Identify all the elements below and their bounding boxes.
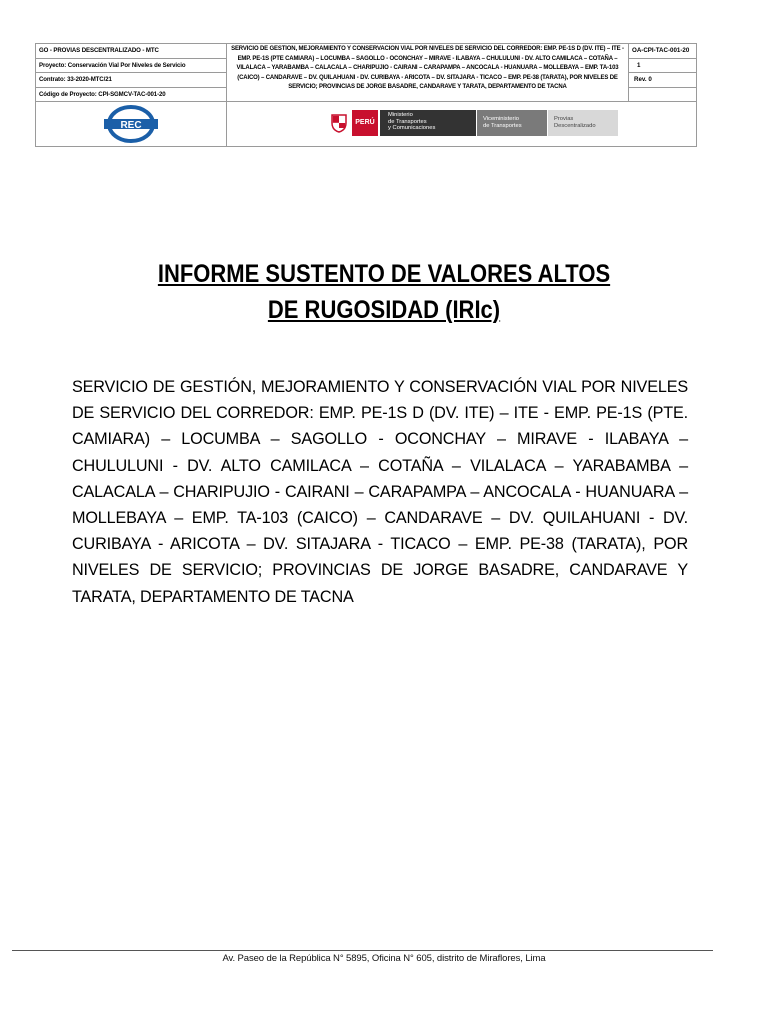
rec-logo-text: REC <box>120 120 142 131</box>
ministerio-label: Ministerio de Transportes y Comunicaciones <box>380 110 476 136</box>
footer-divider <box>12 950 713 951</box>
header-entity: GO - PROVIAS DESCENTRALIZADO - MTC <box>36 44 226 59</box>
header-project-code: Código de Proyecto: CPI-SGMCV-TAC-001-20 <box>39 90 166 98</box>
peru-label: PERÚ <box>352 110 378 136</box>
header-page-number: 1 <box>629 59 696 74</box>
mtc-logo-strip <box>329 110 619 136</box>
report-title-line-2: DE RUGOSIDAD (IRIc) <box>267 296 501 324</box>
header-empty-cell <box>629 88 696 103</box>
header-mtc-cell <box>227 102 696 146</box>
header-project-info <box>36 44 227 102</box>
header-service-description: SERVICIO DE GESTION, MEJORAMIENTO Y CONSERVACION VIAL POR NIVELES DE SERVICIO DEL CORREDOR: EMP. PE-1S D (DV. ITE) – ITE - EMP. PE-1S (PTE CAMIARA) – LOCUMBA – SAGOLLO - OCONCHAY – MIRAVE - ILABAYA – CHULULUNI - DV. ALTO CAMILACA – COTAÑA – VILALACA – YARABAMBA – CALACALA – CHARIPUJIO - CAIRANI – CARAPAMPA – ANCOCALA - HUANUARA – MOLLEBAYA – EMP. TA-103 (CAICO) – CANDARAVE – DV. QUILAHUANI - DV. CURIBAYA - ARICOTA – DV. SITAJARA - TICACO – EMP. PE-38 (TARATA), POR NIVELES DE SERVICIO; PROVINCIAS DE JORGE BASADRE, CANDARAVE Y TARATA, DEPARTAMENTO DE TACNA <box>227 44 629 102</box>
viceministerio-label: Viceministerio de Transportes <box>477 110 547 136</box>
report-title <box>46 256 722 328</box>
provias-label: Provias Descentralizado <box>548 110 618 136</box>
report-title-line-1: INFORME SUSTENTO DE VALORES ALTOS <box>157 260 611 288</box>
header-contract: Contrato: 33-2020-MTC/21 <box>36 73 226 88</box>
peru-shield-icon <box>329 113 349 133</box>
document-header-table <box>35 43 697 147</box>
header-document-code: OA-CPI-TAC-001-20 <box>629 44 696 59</box>
header-revision: Rev. 0 <box>629 73 696 88</box>
rec-logo-icon <box>102 105 160 143</box>
header-logo-cell <box>36 102 227 146</box>
header-project: Proyecto: Conservación Vial Por Niveles de Servicio <box>36 59 226 74</box>
service-description-paragraph: SERVICIO DE GESTIÓN, MEJORAMIENTO Y CONSERVACIÓN VIAL POR NIVELES DE SERVICIO DEL CORREDOR: EMP. PE-1S D (DV. ITE) – ITE - EMP. PE-1S (PTE. CAMIARA) – LOCUMBA – SAGOLLO - OCONCHAY – MIRAVE - ILABAYA – CHULULUNI - DV. ALTO CAMILACA – COTAÑA – VILALACA – YARABAMBA – CALACALA – CHARIPUJIO - CAIRANI – CARAPAMPA – ANCOCALA - HUANUARA – MOLLEBAYA – EMP. TA-103 (CAICO) – CANDARAVE – DV. QUILAHUANI - DV. CURIBAYA - ARICOTA – DV. SITAJARA - TICACO – EMP. PE-38 (TARATA), POR NIVELES DE SERVICIO; PROVINCIAS DE JORGE BASADRE, CANDARAVE Y TARATA, DEPARTAMENTO DE TACNA <box>72 378 688 606</box>
footer-address: Av. Paseo de la República N° 5895, Oficina N° 605, distrito de Miraflores, Lima <box>222 953 546 964</box>
header-document-info <box>629 44 696 102</box>
